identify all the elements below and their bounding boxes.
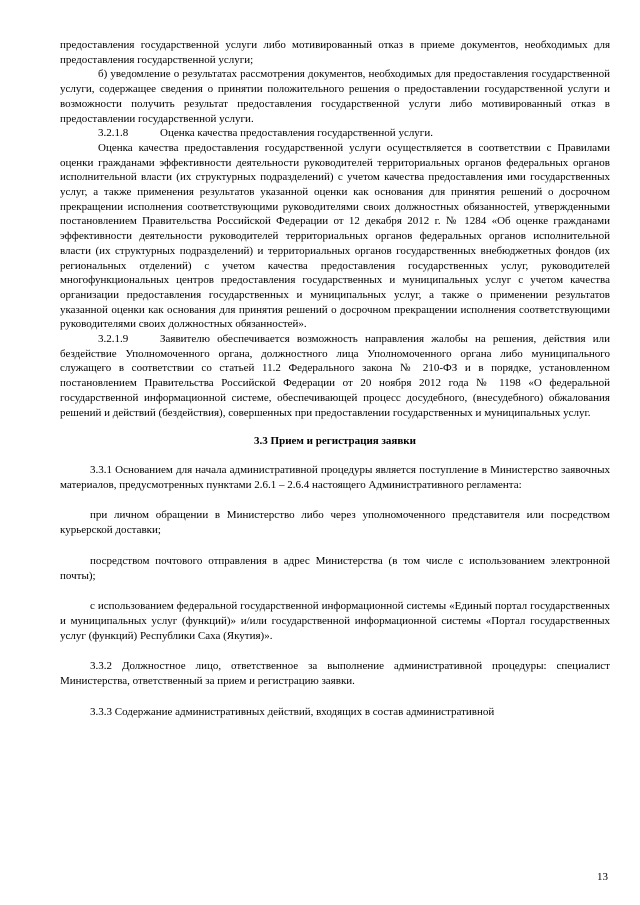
paragraph: б) уведомление о результатах рассмотрения документов, необходимых для предоставления государственной услуги, содержащее сведения о принятии положительного решения о предоставлении государственной услуги и возможности получить результат предоставления государственной услуги либо мотивированный отказ в предоставлении государственной услуги. [60, 68, 610, 125]
paragraph: 3.3.2 Должностное лицо, ответственное за выполнение административной процедуры: специалист Министерства, ответственный за прием и регистрацию заявки. [60, 660, 610, 688]
paragraph-numbered [60, 126, 610, 141]
paragraph-number: 3.2.1.9 [98, 333, 129, 346]
section-heading: 3.3 Прием и регистрация заявки [254, 435, 416, 448]
paragraph: с использованием федеральной государственной информационной системы «Единый портал государственных и муниципальных услуг (функций)» и/или государственной информационной системы «Портал государственных услуг (функций) Республики Саха (Якутия)». [60, 600, 610, 642]
paragraph: предоставления государственной услуги либо мотивированный отказ в приеме документов, необходимых для предоставления государственной услуги; [60, 39, 610, 66]
paragraph: 3.3.3 Содержание административных действий, входящих в состав административной [90, 705, 495, 718]
paragraph-numbered [60, 332, 610, 420]
paragraph: 3.3.1 Основанием для начала административной процедуры является поступление в Министерство заявочных материалов, предусмотренных пунктами 2.6.1 – 2.6.4 настоящего Административного регламента: [60, 463, 610, 491]
paragraph-number: 3.2.1.8 [98, 127, 129, 140]
paragraph-text: Оценка качества предоставления государственной услуги. [160, 127, 433, 140]
page-number: 13 [597, 871, 608, 883]
document-page [60, 38, 610, 719]
paragraph: посредством почтового отправления в адрес Министерства (в том числе с использованием электронной почты); [60, 554, 610, 582]
paragraph-text: Заявителю обеспечивается возможность направления жалобы на решения, действия или бездействие Уполномоченного органа, должностного лица Уполномоченного органа либо муниципального служащего в соответствии со статьей 11.2 Федерального закона № 210-ФЗ и в порядке, установленном постановлением Правительства Российской Федерации от 20 ноября 2012 года № 1198 «О федеральной государственной информационной системе, обеспечивающей процесс досудебного, (внесудебного) обжалования решений и действий (бездействия), совершенных при предоставлении государственных и муниципальных услуг. [60, 333, 610, 419]
paragraph: при личном обращении в Министерство либо через уполномоченного представителя или посредством курьерской доставки; [60, 509, 610, 537]
paragraph: Оценка качества предоставления государственной услуги осуществляется в соответствии с Правилами оценки гражданами эффективности деятельности руководителей территориальных органов федеральных органов исполнительной власти (их структурных подразделений) с учетом качества предоставления ими государственных услуг, а также применения результатов указанной оценки как основания для принятия решений о досрочном прекращении исполнения соответствующими руководителями своих должностных обязанностей, утвержденными постановлением Правительства Российской Федерации от 12 декабря 2012 г. № 1284 «Об оценке гражданами эффективности деятельности руководителей территориальных органов федеральных органов исполнительной власти (их структурных подразделений) и территориальных органов государственных внебюджетных фондов (их региональных отделений) с учетом качества предоставления государственных услуг, руководителей многофункциональных центров предоставления государственных и муниципальных услуг с учетом качества организации предоставления государственных и муниципальных услуг, а также о применении результатов указанной оценки как основания для принятия решений о досрочном прекращении исполнения соответствующими руководителями своих должностных обязанностей». [60, 141, 610, 331]
